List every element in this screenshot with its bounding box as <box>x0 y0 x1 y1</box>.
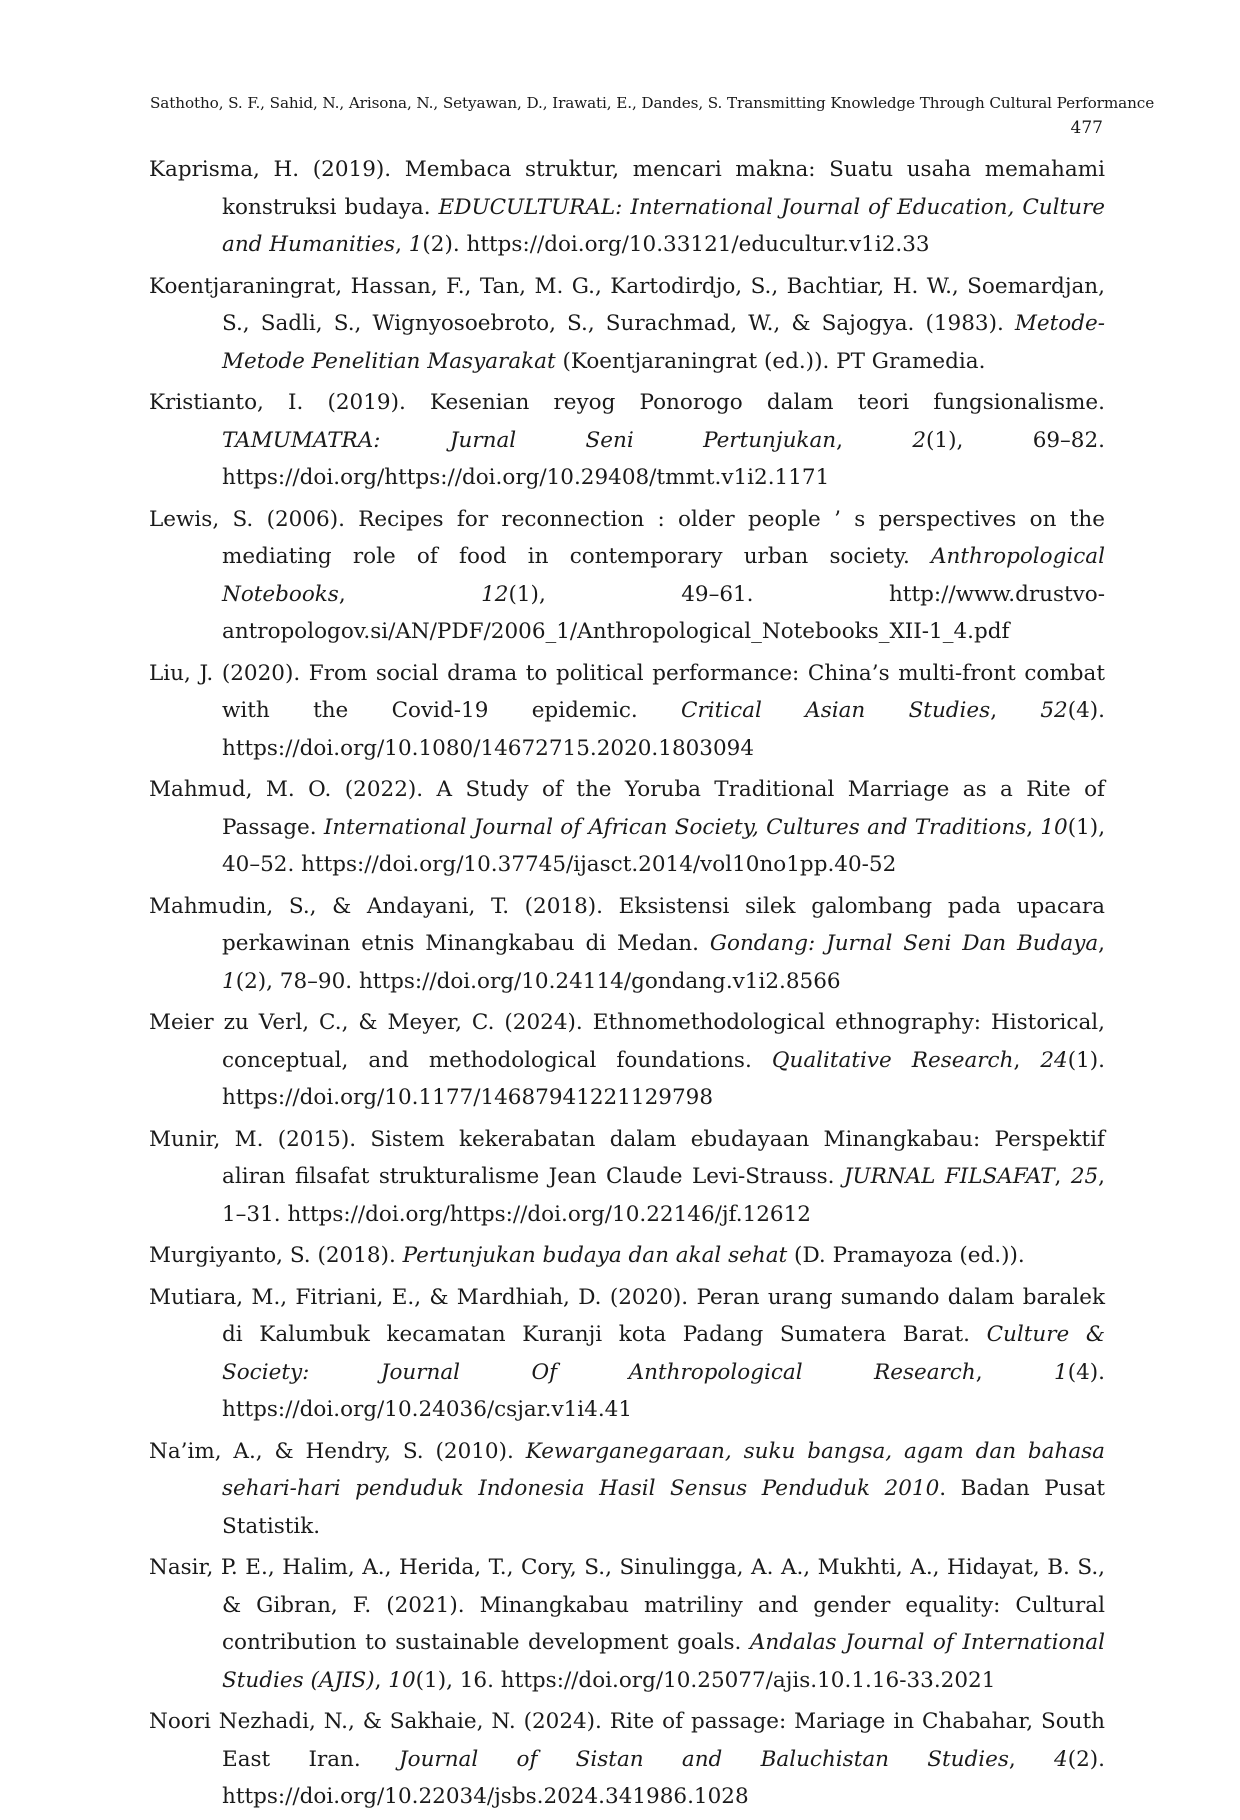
reference-italic-text: 1 <box>1054 1359 1068 1385</box>
reference-entry <box>149 268 1105 381</box>
reference-text: , 1–31. https://doi.org/https://doi.org/10.22146/jf.12612 <box>222 1164 1106 1227</box>
reference-italic-text: 10 <box>1040 814 1068 840</box>
reference-italic-text: 12 <box>481 581 509 607</box>
reference-italic-text: International Journal of African Society, Cultures and Traditions <box>323 814 1027 840</box>
reference-italic-text: 4 <box>1054 1746 1068 1772</box>
reference-italic-text: 24 <box>1040 1047 1068 1073</box>
reference-text: , <box>990 698 1041 723</box>
reference-italic-text: Critical Asian Studies <box>681 698 991 723</box>
reference-italic-text: 10 <box>388 1667 416 1693</box>
reference-text: . Badan Pusat Statistik. <box>222 1476 1105 1539</box>
reference-text: (1), 40–52. https://doi.org/10.37745/ijasct.2014/vol10no1pp.40-52 <box>222 814 1106 877</box>
reference-text: , <box>975 1359 1055 1385</box>
reference-entry <box>149 1279 1105 1429</box>
reference-text: (2), 78–90. https://doi.org/10.24114/gondang.v1i2.8566 <box>235 968 841 994</box>
reference-italic-text: 1 <box>222 968 236 994</box>
reference-text: , <box>1098 931 1105 956</box>
reference-entry <box>149 888 1105 1001</box>
reference-text: Na’im, A., & Hendry, S. (2010). <box>149 1438 526 1464</box>
reference-entry <box>149 501 1105 651</box>
reference-italic-text: 2 <box>912 427 927 453</box>
reference-italic-text: Culture & Society: Journal Of Anthropological Research <box>222 1322 1105 1385</box>
reference-text: , <box>1026 814 1041 840</box>
reference-text: Munir, M. (2015). Sistem kekerabatan dalam ebudayaan Minangkabau: Perspektif aliran filsafat strukturalisme Jean Claude Levi-Strauss. <box>149 1126 1105 1189</box>
running-head: Sathotho, S. F., Sahid, N., Arisona, N., Setyawan, D., Irawati, E., Dandes, S. Transmitting Knowledge Through Cultural Performance <box>150 94 1155 112</box>
reference-text: (4). https://doi.org/10.24036/csjar.v1i4.41 <box>222 1359 1105 1422</box>
reference-italic-text: 1 <box>408 232 423 257</box>
reference-italic-text: 52 <box>1040 698 1068 723</box>
reference-entry <box>149 1549 1105 1699</box>
reference-italic-text: EDUCULTURAL: International Journal of Education, Culture and Humanities <box>222 194 1105 257</box>
reference-italic-text: Metode-Metode Penelitian Masyarakat <box>222 311 1105 374</box>
reference-entry <box>149 1004 1105 1117</box>
reference-italic-text: Anthropological Notebooks <box>222 544 1105 607</box>
reference-text: Liu, J. (2020). From social drama to political performance: China’s multi-front combat with the Covid-19 epidemic. <box>149 660 1105 723</box>
reference-text: (4). https://doi.org/10.1080/14672715.2020.1803094 <box>222 698 1105 761</box>
reference-text: (1), 16. https://doi.org/10.25077/ajis.10.1.16-33.2021 <box>415 1667 996 1693</box>
reference-text: Noori Nezhadi, N., & Sakhaie, N. (2024). Rite of passage: Mariage in Chabahar, South East Iran. <box>149 1709 1105 1772</box>
reference-entry <box>149 151 1105 264</box>
reference-text: Mutiara, M., Fitriani, E., & Mardhiah, D. (2020). Peran urang sumando dalam baralek di Kalumbuk kecamatan Kuranji kota Padang Sumatera Barat. <box>149 1284 1105 1347</box>
reference-text: , <box>338 581 482 607</box>
reference-entry <box>149 655 1105 768</box>
reference-text: (2). https://doi.org/10.22034/jsbs.2024.341986.1028 <box>222 1746 1105 1809</box>
reference-entry <box>149 771 1105 884</box>
reference-text: Kristianto, I. (2019). Kesenian reyog Ponorogo dalam teori fungsionalisme. <box>149 390 1105 415</box>
reference-text: , <box>836 427 913 453</box>
reference-text: , <box>1013 1047 1041 1073</box>
reference-text: , <box>1054 1164 1071 1189</box>
reference-text: , <box>395 232 409 257</box>
reference-text: Meier zu Verl, C., & Meyer, C. (2024). Ethnomethodological ethnography: Historical, conceptual, and methodological foundations. <box>149 1010 1105 1073</box>
reference-text: Mahmud, M. O. (2022). A Study of the Yoruba Traditional Marriage as a Rite of Passage. <box>149 777 1105 840</box>
reference-text: (D. Pramayoza (ed.)). <box>787 1243 1025 1268</box>
reference-text: (1), 49–61. http://www.drustvo-antropologov.si/AN/PDF/2006_1/Anthropological_Notebooks_XII-1_4.pdf <box>222 581 1105 644</box>
reference-entry <box>149 1703 1105 1816</box>
reference-text: Nasir, P. E., Halim, A., Herida, T., Cory, S., Sinulingga, A. A., Mukhti, A., Hidayat, B. S., & Gibran, F. (2021). Minangkabau matriliny and gender equality: Cultural contribution to sustainable development goals. <box>149 1555 1105 1655</box>
reference-text: Koentjaraningrat, Hassan, F., Tan, M. G., Kartodirdjo, S., Bachtiar, H. W., Soemardjan, S., Sadli, S., Wignyosoebroto, S., Surachmad, W., & Sajogya. (1983). <box>149 273 1105 336</box>
reference-italic-text: Qualitative Research <box>771 1047 1014 1073</box>
reference-italic-text: Journal of Sistan and Baluchistan Studies <box>399 1746 1009 1772</box>
reference-text: (1). https://doi.org/10.1177/14687941221129798 <box>222 1047 1106 1110</box>
reference-text: , <box>1008 1746 1055 1772</box>
reference-text: Lewis, S. (2006). Recipes for reconnection : older people ’ s perspectives on the mediating role of food in contemporary urban society. <box>149 506 1105 569</box>
reference-text: (Koentjaraningrat (ed.)). PT Gramedia. <box>555 348 986 374</box>
reference-entry <box>149 384 1105 497</box>
reference-list <box>149 151 1105 1820</box>
reference-text: (1), 69–82. https://doi.org/https://doi.org/10.29408/tmmt.v1i2.1171 <box>222 427 1105 490</box>
reference-italic-text: Gondang: Jurnal Seni Dan Budaya <box>709 931 1099 956</box>
reference-text: (2). https://doi.org/10.33121/educultur.v1i2.33 <box>422 232 930 257</box>
reference-text: Murgiyanto, S. (2018). <box>149 1243 403 1268</box>
reference-italic-text: Kewarganegaraan, suku bangsa, agam dan bahasa sehari-hari penduduk Indonesia Hasil Sensus Penduduk 2010 <box>222 1438 1106 1501</box>
reference-text: Kaprisma, H. (2019). Membaca struktur, mencari makna: Suatu usaha memahami konstruksi budaya. <box>149 157 1105 220</box>
reference-italic-text: Pertunjukan budaya dan akal sehat <box>402 1243 788 1268</box>
reference-italic-text: TAMUMATRA: Jurnal Seni Pertunjukan <box>222 427 837 453</box>
reference-entry <box>149 1237 1105 1275</box>
reference-italic-text: 25 <box>1070 1164 1099 1189</box>
page-number: 477 <box>1070 118 1103 138</box>
reference-italic-text: JURNAL FILSAFAT <box>843 1164 1055 1189</box>
reference-italic-text: Andalas Journal of International Studies (AJIS) <box>222 1630 1105 1693</box>
reference-text: , <box>374 1667 389 1693</box>
reference-entry <box>149 1433 1105 1546</box>
reference-text: Mahmudin, S., & Andayani, T. (2018). Eksistensi silek galombang pada upacara perkawinan etnis Minangkabau di Medan. <box>149 893 1105 956</box>
reference-entry <box>149 1121 1105 1234</box>
